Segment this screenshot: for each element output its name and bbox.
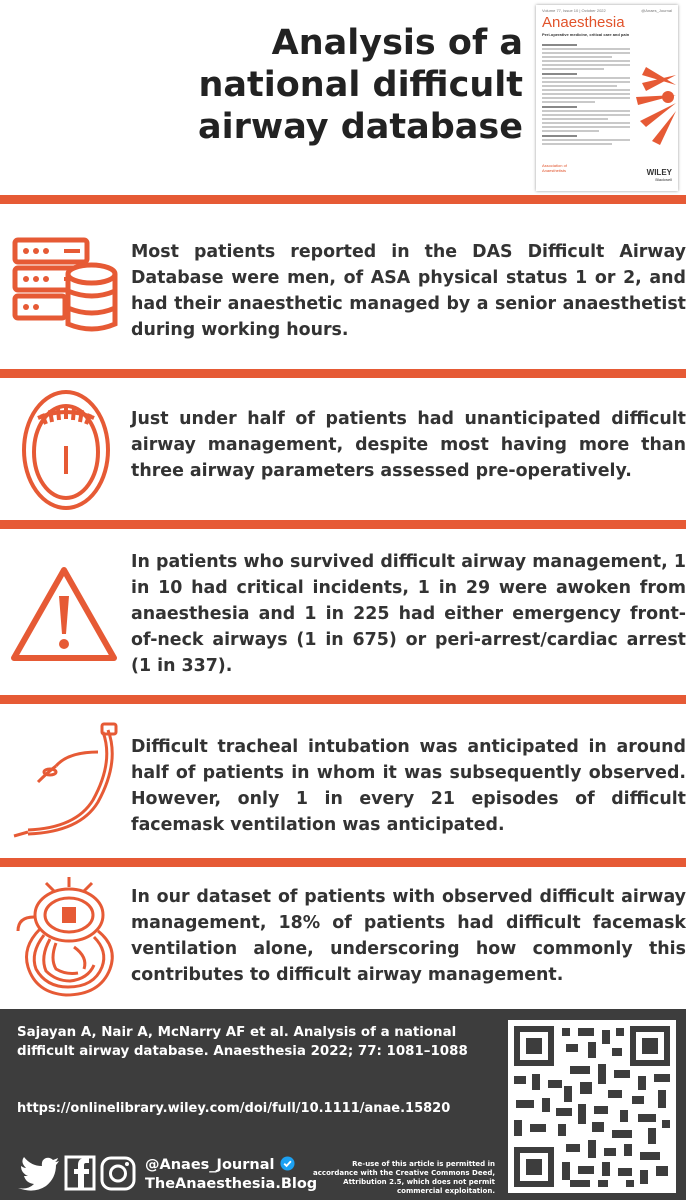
facebook-icon[interactable]	[66, 1157, 94, 1189]
journal-subtitle: Peri-operative medicine, critical care and pain	[542, 32, 630, 37]
finding-1	[0, 204, 686, 369]
association-label: Association of Anaesthetists	[542, 163, 567, 173]
finding-text: Most patients reported in the DAS Difficult Airway Database were men, of ASA physical status 1 or 2, and had their anaesthetic managed by a senior anaesthetist during working hours.	[131, 242, 686, 340]
journal-logo-icon	[632, 45, 676, 155]
journal-cover-thumbnail[interactable]	[536, 5, 678, 191]
tracheal-tube-icon	[8, 722, 124, 842]
finding-text: In our dataset of patients with observed difficult airway management, 18% of patients had difficult facemask ventilation alone, underscoring how commonly this contributes to difficult airway management.	[131, 887, 686, 985]
blog-link[interactable]: TheAnaesthesia.Blog	[145, 1176, 318, 1192]
journal-handle: @Anaes_Journal	[641, 8, 672, 13]
instagram-icon[interactable]	[102, 1158, 134, 1189]
license-notice: Re-use of this article is permitted in accordance with the Creative Commons Deed, Attribution 2.5, which does not permit commercial exploitation.	[313, 1160, 495, 1195]
journal-volume: Volume 77, Issue 10 | October 2022	[542, 8, 606, 13]
finding-text: Just under half of patients had unanticipated difficult airway management, despite most having more than three airway parameters assessed pre-operatively.	[131, 409, 686, 481]
twitter-handle[interactable]: @Anaes_Journal	[145, 1157, 275, 1173]
publisher-logo: WILEY	[646, 168, 672, 177]
journal-contents-lines	[542, 41, 630, 147]
divider-bar	[0, 369, 686, 378]
article-link[interactable]: https://onlinelibrary.wiley.com/doi/full/10.1111/anae.15820	[17, 1101, 451, 1116]
page-title: Analysis of a national difficult airway database	[197, 23, 523, 147]
citation: Sajayan A, Nair A, McNarry AF et al. Analysis of a national difficult airway database. Anaesthesia 2022; 77: 1081–1088	[17, 1025, 468, 1059]
journal-name: Anaesthesia	[542, 14, 625, 31]
finding-3	[0, 529, 686, 695]
facemask-circuit-icon	[14, 877, 124, 999]
social-handles	[145, 1156, 317, 1194]
twitter-icon[interactable]	[18, 1157, 59, 1191]
finding-2	[0, 378, 686, 520]
finding-text: In patients who survived difficult airway management, 1 in 10 had critical incidents, 1 in 29 were awoken from anaesthesia and 1 in 225 had either emergency front-of-neck airways (1 in 675) or peri-arrest/cardiac arrest (1 in 337).	[131, 552, 686, 676]
finding-4	[0, 704, 686, 858]
divider-bar	[0, 858, 686, 867]
finding-5	[0, 867, 686, 1009]
open-mouth-icon	[20, 388, 112, 512]
publisher-sub: Blackwell	[655, 177, 672, 182]
qr-code-icon[interactable]	[508, 1020, 676, 1193]
warning-triangle-icon	[10, 564, 118, 664]
divider-bar	[0, 195, 686, 204]
divider-bar	[0, 520, 686, 529]
footer	[0, 1009, 686, 1200]
database-server-icon	[12, 236, 118, 336]
verified-badge-icon	[280, 1156, 295, 1171]
social-icons	[14, 1154, 139, 1196]
divider-bar	[0, 695, 686, 704]
finding-text: Difficult tracheal intubation was anticipated in around half of patients in whom it was subsequently observed. However, only 1 in every 21 episodes of difficult facemask ventilation was anticipated.	[131, 737, 686, 835]
header	[0, 0, 686, 195]
